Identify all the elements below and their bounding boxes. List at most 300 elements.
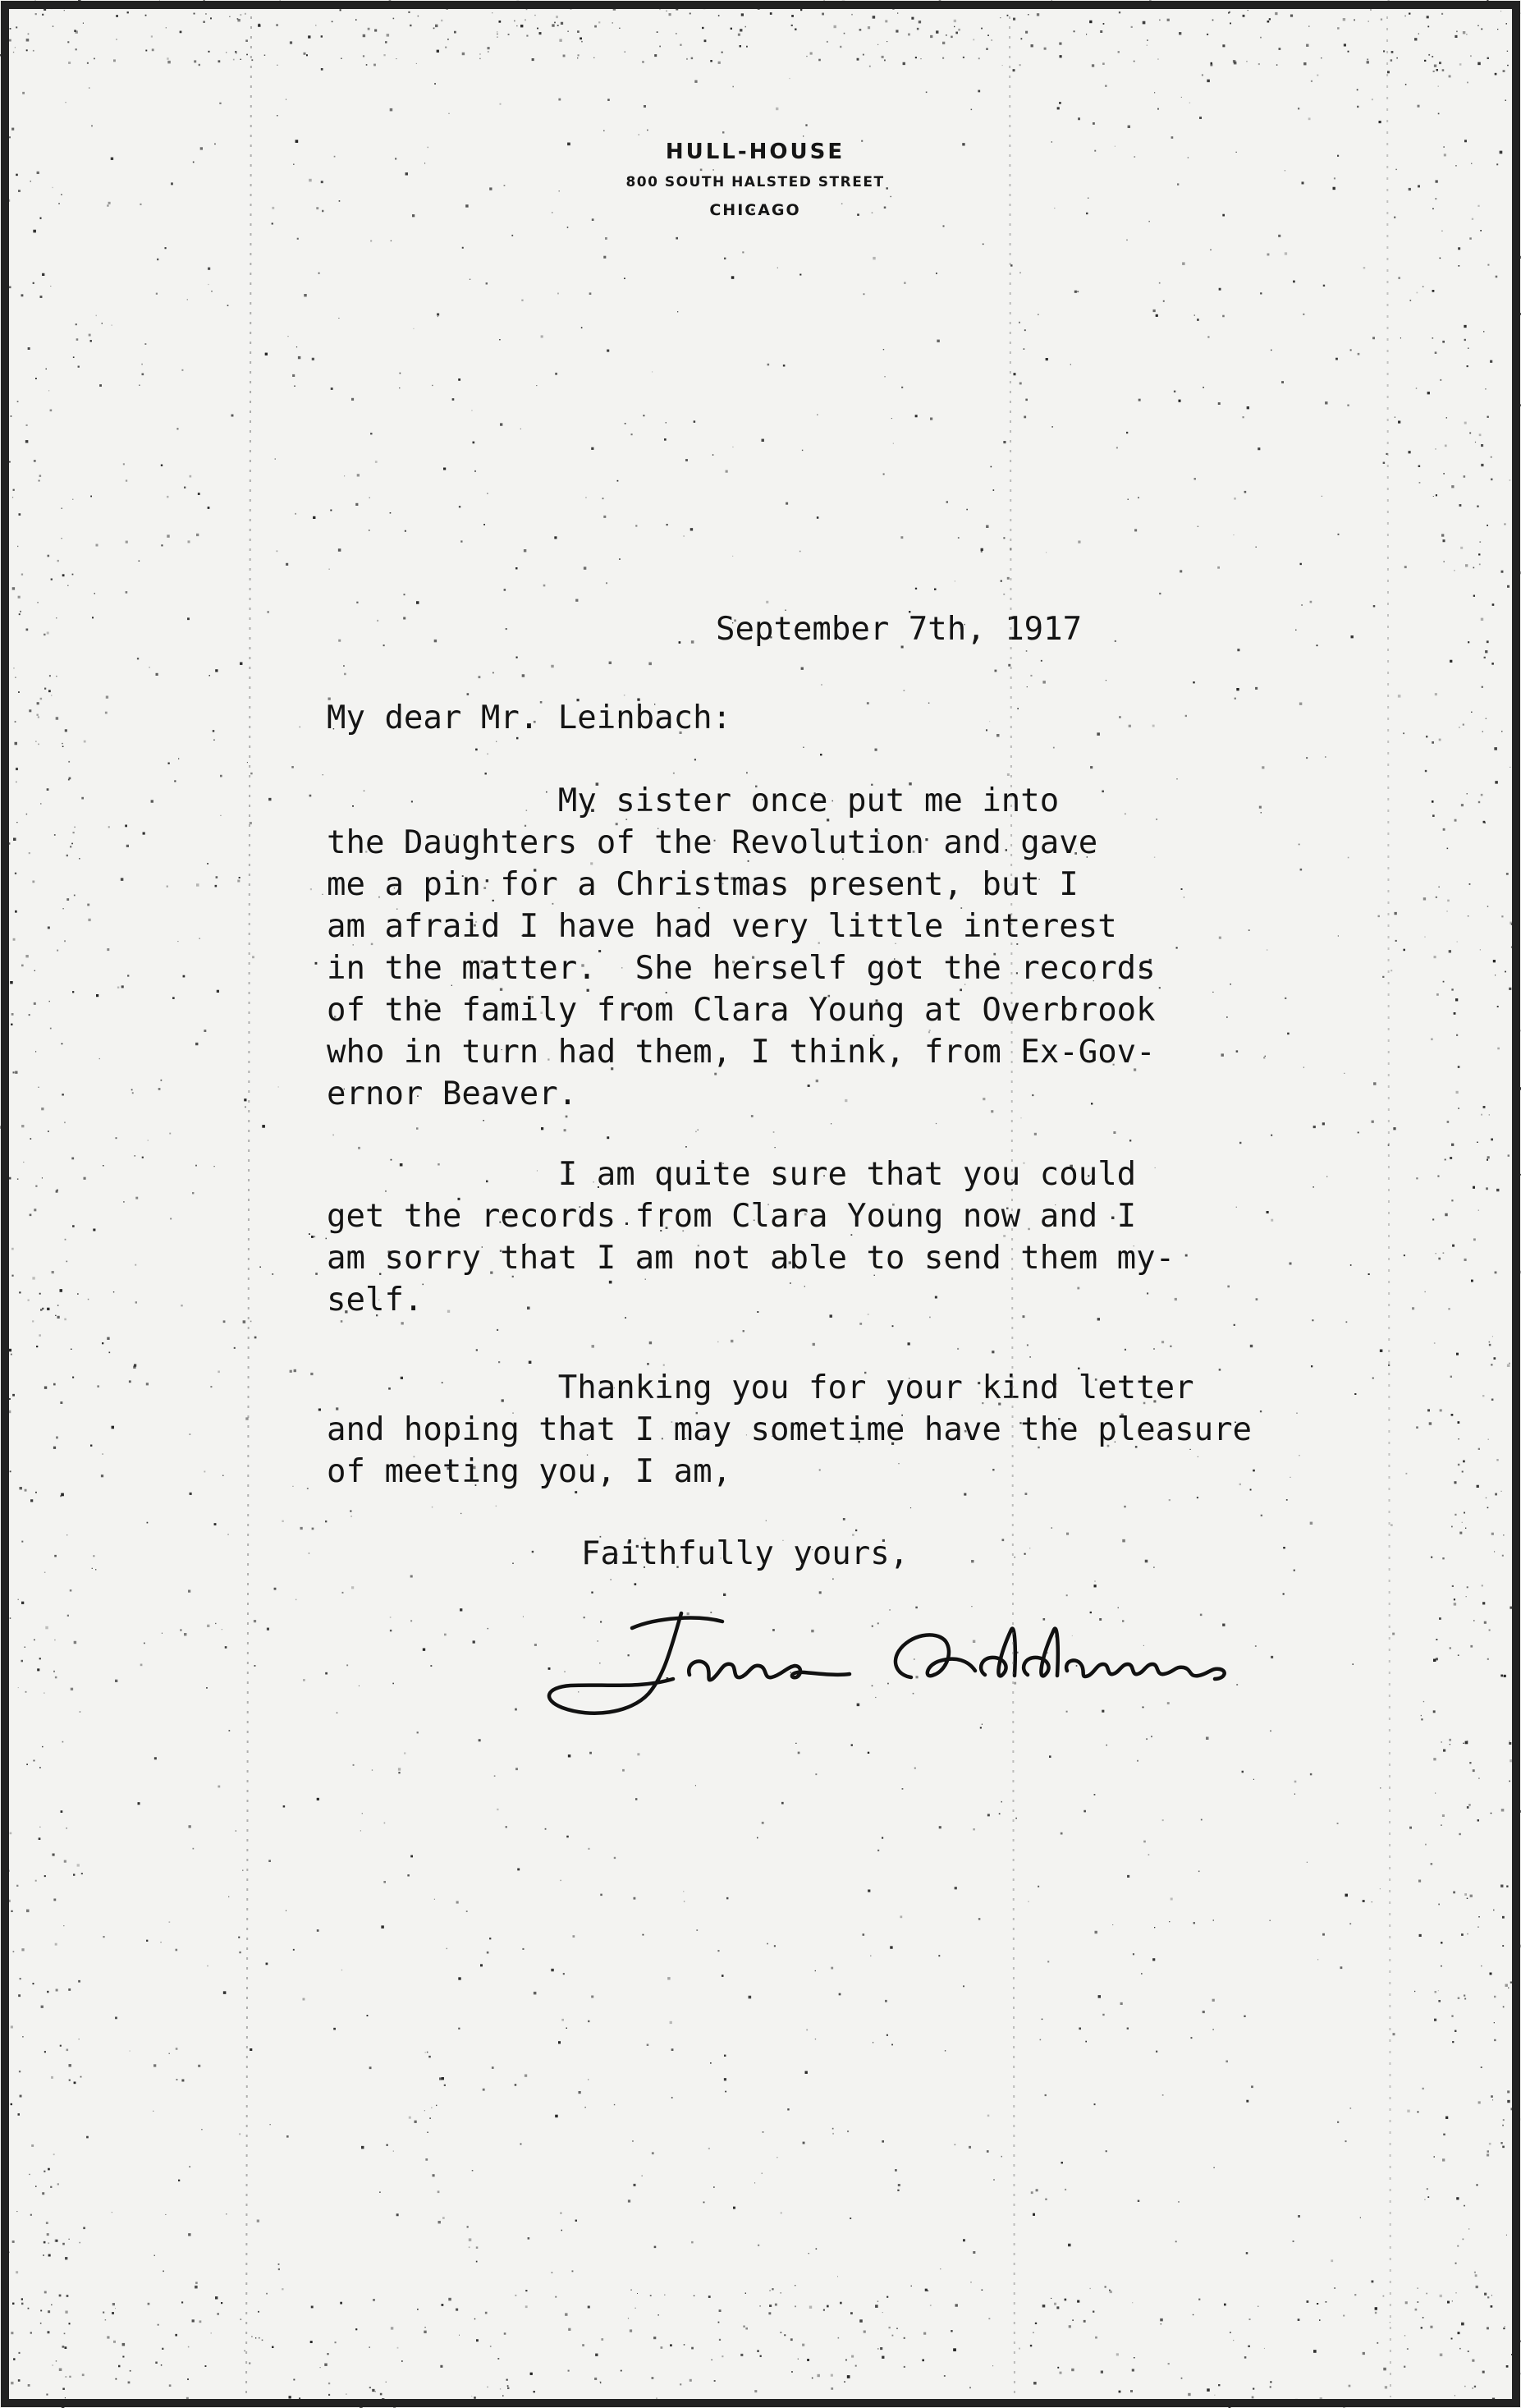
speckle-dot — [1222, 44, 1225, 47]
speckle-dot — [1105, 85, 1106, 87]
speckle-dot — [963, 2239, 965, 2241]
speckle-dot — [884, 376, 885, 377]
speckle-dot — [1129, 725, 1131, 727]
speckle-dot — [1375, 2312, 1377, 2314]
speckle-dot — [1298, 108, 1299, 109]
speckle-dot — [508, 34, 510, 35]
speckle-dot — [875, 749, 877, 751]
speckle-dot — [329, 569, 330, 570]
speckle-dot — [591, 1592, 593, 1594]
speckle-dot — [1025, 399, 1028, 401]
speckle-dot — [357, 474, 360, 476]
speckle-dot — [1031, 44, 1033, 47]
speckle-dot — [1258, 447, 1260, 450]
speckle-dot — [1424, 60, 1426, 62]
speckle-dot — [44, 634, 45, 635]
speckle-dot — [1212, 992, 1213, 993]
speckle-dot — [19, 2352, 21, 2354]
speckle-dot — [229, 16, 230, 17]
speckle-dot — [531, 2, 533, 4]
speckle-dot — [64, 1121, 66, 1123]
speckle-dot — [1507, 51, 1508, 52]
speckle-dot — [7, 2335, 9, 2337]
speckle-dot — [1464, 1259, 1467, 1261]
speckle-dot — [1443, 473, 1445, 475]
speckle-dot — [215, 2296, 218, 2299]
speckle-dot — [724, 258, 726, 259]
speckle-dot — [1169, 1499, 1171, 1501]
speckle-dot — [7, 200, 10, 202]
speckle-dot — [96, 544, 98, 547]
speckle-dot — [1230, 23, 1231, 25]
speckle-dot — [2, 626, 3, 627]
speckle-dot — [1464, 422, 1467, 424]
speckle-dot — [1030, 675, 1032, 677]
speckle-dot — [123, 1201, 124, 1202]
speckle-dot — [1468, 641, 1469, 643]
speckle-dot — [703, 2202, 705, 2204]
speckle-dot — [1109, 2290, 1111, 2291]
speckle-dot — [1260, 292, 1262, 294]
speckle-dot — [270, 2124, 271, 2125]
speckle-dot — [740, 29, 742, 31]
speckle-dot — [146, 1383, 149, 1385]
speckle-dot — [61, 1810, 63, 1813]
speckle-dot — [1453, 1892, 1455, 1894]
speckle-dot — [222, 1475, 224, 1477]
speckle-dot — [683, 1891, 684, 1892]
speckle-dot — [469, 2238, 472, 2241]
speckle-dot — [919, 21, 921, 23]
speckle-dot — [868, 1890, 870, 1892]
speckle-dot — [1320, 2397, 1322, 2400]
speckle-dot — [1409, 451, 1411, 453]
speckle-dot — [685, 459, 688, 461]
speckle-dot — [430, 1665, 432, 1667]
speckle-dot — [613, 7, 616, 10]
speckle-dot — [427, 2132, 428, 2134]
speckle-dot — [25, 1489, 27, 1492]
speckle-dot — [16, 26, 17, 28]
speckle-dot — [207, 1965, 208, 1967]
speckle-dot — [372, 1769, 373, 1770]
speckle-dot — [192, 2319, 195, 2322]
speckle-dot — [754, 2390, 757, 2392]
speckle-dot — [1464, 1995, 1465, 1997]
speckle-dot — [529, 1361, 531, 1364]
speckle-dot — [1448, 1308, 1450, 1309]
speckle-dot — [310, 2341, 313, 2343]
speckle-dot — [1414, 38, 1417, 40]
speckle-dot — [11, 1013, 14, 1016]
speckle-dot — [8, 1410, 11, 1413]
speckle-dot — [1233, 2340, 1234, 2341]
speckle-dot — [996, 734, 1000, 737]
speckle-dot — [1393, 2033, 1395, 2035]
speckle-dot — [1226, 1016, 1228, 1018]
speckle-dot — [1443, 2134, 1445, 2135]
speckle-dot — [193, 1848, 195, 1850]
speckle-dot — [1510, 479, 1511, 481]
speckle-dot — [936, 273, 937, 274]
speckle-dot — [525, 2075, 527, 2077]
speckle-dot — [1436, 897, 1437, 898]
speckle-dot — [987, 34, 989, 36]
speckle-dot — [893, 443, 894, 444]
speckle-dot — [1337, 155, 1339, 157]
speckle-dot — [1458, 2332, 1460, 2334]
speckle-dot — [172, 997, 175, 999]
speckle-dot — [1382, 976, 1384, 978]
speckle-dot — [62, 2346, 65, 2348]
speckle-dot — [1418, 1880, 1421, 1883]
speckle-dot — [377, 620, 378, 621]
speckle-dot — [170, 1218, 172, 1220]
speckle-dot — [517, 1869, 520, 1871]
speckle-dot — [1249, 2319, 1251, 2320]
speckle-dot — [22, 92, 25, 94]
speckle-dot — [818, 59, 821, 62]
speckle-dot — [827, 2305, 829, 2308]
speckle-dot — [390, 1617, 392, 1618]
speckle-dot — [148, 2303, 150, 2305]
speckle-dot — [1433, 496, 1434, 497]
speckle-dot — [1394, 217, 1395, 218]
speckle-dot — [259, 2337, 260, 2339]
speckle-dot — [1492, 2398, 1495, 2401]
speckle-dot — [18, 1994, 21, 1997]
speckle-dot — [1337, 27, 1340, 30]
speckle-dot — [99, 384, 102, 387]
speckle-dot — [859, 1323, 862, 1325]
speckle-dot — [1323, 285, 1325, 287]
speckle-dot — [1251, 2085, 1253, 2088]
speckle-dot — [1441, 1824, 1442, 1826]
speckle-dot — [900, 536, 903, 539]
speckle-dot — [403, 617, 405, 620]
speckle-dot — [1427, 2196, 1429, 2198]
speckle-dot — [412, 214, 415, 217]
speckle-dot — [156, 673, 158, 676]
speckle-dot — [350, 1511, 351, 1512]
speckle-dot — [1246, 61, 1248, 62]
speckle-dot — [659, 46, 661, 48]
speckle-dot — [1434, 2156, 1436, 2158]
speckle-dot — [1207, 336, 1209, 337]
speckle-dot — [418, 16, 419, 17]
speckle-dot — [65, 102, 66, 103]
speckle-dot — [375, 461, 378, 463]
speckle-dot — [803, 2142, 805, 2144]
speckle-dot — [1451, 485, 1454, 488]
speckle-dot — [44, 1387, 47, 1389]
speckle-dot — [16, 2271, 18, 2273]
speckle-dot — [1482, 686, 1483, 688]
speckle-dot — [1167, 19, 1170, 21]
speckle-dot — [802, 2344, 804, 2346]
speckle-dot — [741, 13, 744, 16]
speckle-dot — [556, 4, 558, 7]
speckle-dot — [9, 287, 11, 289]
speckle-dot — [262, 2340, 263, 2341]
speckle-dot — [312, 1528, 314, 1530]
speckle-dot — [339, 200, 341, 202]
speckle-dot — [1038, 1886, 1039, 1887]
speckle-dot — [190, 475, 192, 478]
speckle-dot — [577, 57, 578, 58]
speckle-dot — [211, 2332, 212, 2333]
speckle-dot — [1517, 1251, 1519, 1253]
speckle-dot — [12, 497, 13, 498]
speckle-dot — [1467, 1586, 1468, 1588]
speckle-dot — [1516, 898, 1519, 901]
speckle-dot — [29, 1014, 30, 1016]
speckle-dot — [511, 235, 513, 236]
speckle-dot — [1077, 291, 1079, 292]
speckle-dot — [219, 103, 221, 104]
speckle-dot — [670, 2344, 672, 2346]
speckle-dot — [1501, 1491, 1502, 1492]
speckle-dot — [218, 1786, 220, 1788]
speckle-dot — [11, 2025, 13, 2028]
speckle-dot — [1398, 695, 1401, 698]
speckle-dot — [1470, 55, 1472, 57]
speckle-dot — [1026, 650, 1028, 652]
speckle-dot — [57, 560, 59, 562]
speckle-dot — [1372, 2281, 1374, 2283]
speckle-dot — [91, 125, 93, 126]
speckle-dot — [1392, 1633, 1395, 1635]
speckle-dot — [896, 2328, 898, 2329]
speckle-dot — [1489, 2143, 1491, 2145]
speckle-dot — [607, 99, 610, 101]
speckle-dot — [1388, 1365, 1390, 1366]
speckle-dot — [1065, 2299, 1067, 2301]
speckle-dot — [123, 463, 125, 465]
speckle-dot — [60, 1289, 63, 1292]
speckle-dot — [44, 688, 46, 690]
speckle-dot — [594, 25, 597, 28]
speckle-dot — [174, 780, 176, 782]
speckle-dot — [1441, 231, 1442, 232]
speckle-dot — [760, 2355, 762, 2357]
speckle-dot — [1313, 1186, 1314, 1188]
speckle-dot — [113, 59, 116, 62]
speckle-dot — [676, 8, 678, 11]
speckle-dot — [115, 2308, 116, 2309]
speckle-dot — [267, 611, 269, 613]
speckle-dot — [73, 832, 75, 833]
speckle-dot — [67, 1615, 69, 1617]
speckle-dot — [409, 2117, 411, 2119]
speckle-dot — [807, 2359, 809, 2361]
speckle-dot — [282, 2288, 283, 2290]
speckle-dot — [16, 822, 17, 823]
speckle-dot — [897, 13, 898, 14]
speckle-dot — [593, 57, 594, 58]
speckle-dot — [1093, 2311, 1094, 2313]
speckle-dot — [213, 740, 214, 741]
speckle-dot — [434, 83, 436, 85]
speckle-dot — [691, 2241, 694, 2244]
speckle-dot — [1439, 887, 1440, 888]
speckle-dot — [156, 293, 158, 295]
speckle-dot — [35, 13, 37, 15]
speckle-dot — [435, 25, 438, 27]
speckle-dot — [1193, 681, 1194, 683]
speckle-dot — [46, 2394, 48, 2396]
speckle-dot — [987, 2115, 990, 2117]
speckle-dot — [1015, 1818, 1016, 1819]
speckle-dot — [647, 2044, 649, 2047]
speckle-dot — [51, 7, 53, 9]
speckle-dot — [33, 230, 36, 233]
speckle-dot — [1460, 547, 1463, 549]
speckle-dot — [1267, 2401, 1269, 2403]
speckle-dot — [885, 20, 887, 22]
speckle-dot — [635, 1583, 637, 1585]
speckle-dot — [855, 2365, 857, 2367]
speckle-dot — [1017, 708, 1019, 709]
speckle-dot — [1481, 1965, 1482, 1966]
speckle-dot — [843, 1518, 845, 1520]
speckle-dot — [255, 2337, 256, 2338]
speckle-dot — [1222, 214, 1225, 217]
speckle-dot — [259, 1267, 261, 1268]
speckle-dot — [1510, 1982, 1512, 1984]
speckle-dot — [1470, 1895, 1473, 1897]
speckle-dot — [135, 1264, 136, 1266]
speckle-dot — [396, 2213, 399, 2216]
speckle-dot — [353, 1764, 355, 1766]
speckle-dot — [1461, 804, 1464, 806]
speckle-dot — [891, 2044, 893, 2046]
speckle-dot — [94, 2405, 96, 2407]
speckle-dot — [1405, 2301, 1408, 2304]
speckle-dot — [16, 2211, 17, 2212]
speckle-dot — [525, 2305, 528, 2308]
speckle-dot — [769, 2290, 771, 2291]
speckle-dot — [142, 374, 144, 376]
speckle-dot — [632, 2140, 634, 2142]
speckle-dot — [112, 2312, 114, 2314]
speckle-dot — [105, 2319, 106, 2320]
speckle-dot — [416, 601, 419, 603]
speckle-dot — [713, 2186, 715, 2188]
speckle-dot — [1203, 2011, 1205, 2013]
speckle-dot — [1267, 1211, 1269, 1213]
speckle-dot — [1089, 21, 1092, 23]
speckle-dot — [7, 381, 8, 382]
speckle-dot — [1443, 146, 1445, 148]
speckle-dot — [1283, 1594, 1285, 1595]
speckle-dot — [1485, 388, 1486, 389]
speckle-dot — [844, 33, 845, 34]
speckle-dot — [1462, 1522, 1463, 1523]
speckle-dot — [18, 1599, 19, 1600]
speckle-dot — [441, 20, 442, 21]
speckle-dot — [534, 1992, 537, 1995]
speckle-dot — [867, 702, 869, 704]
speckle-dot — [1074, 30, 1075, 32]
speckle-dot — [547, 4, 550, 7]
speckle-dot — [551, 1969, 553, 1971]
speckle-dot — [813, 1343, 815, 1346]
speckle-dot — [520, 2144, 522, 2145]
speckle-dot — [1233, 534, 1234, 535]
speckle-dot — [1435, 198, 1436, 200]
speckle-dot — [1487, 264, 1489, 266]
speckle-dot — [57, 1305, 59, 1306]
speckle-dot — [9, 136, 11, 138]
speckle-dot — [208, 51, 210, 53]
speckle-dot — [754, 2182, 755, 2183]
speckle-dot — [30, 1138, 32, 1140]
speckle-dot — [659, 9, 660, 10]
speckle-dot — [634, 1897, 636, 1900]
speckle-dot — [37, 172, 39, 174]
speckle-dot — [135, 1301, 137, 1303]
speckle-dot — [5, 10, 7, 12]
speckle-dot — [845, 2360, 847, 2361]
speckle-dot — [1040, 2039, 1042, 2041]
speckle-dot — [60, 2045, 62, 2047]
speckle-dot — [1514, 1279, 1516, 1282]
speckle-dot — [1363, 267, 1366, 269]
speckle-dot — [235, 51, 236, 53]
speckle-dot — [165, 2214, 166, 2215]
speckle-dot — [1310, 1522, 1313, 1525]
speckle-dot — [56, 1437, 58, 1439]
speckle-dot — [1156, 819, 1157, 820]
speckle-dot — [1162, 2094, 1164, 2096]
speckle-dot — [489, 1938, 491, 1939]
speckle-dot — [1468, 1804, 1471, 1806]
speckle-dot — [978, 90, 980, 93]
speckle-dot — [1021, 38, 1023, 39]
speckle-dot — [95, 1569, 96, 1570]
speckle-dot — [1236, 688, 1239, 690]
speckle-dot — [295, 1599, 297, 1601]
speckle-dot — [30, 1499, 33, 1502]
speckle-dot — [1487, 2327, 1489, 2329]
speckle-dot — [901, 387, 903, 388]
speckle-dot — [458, 378, 460, 381]
speckle-dot — [2, 320, 5, 323]
speckle-dot — [1509, 1781, 1510, 1782]
speckle-dot — [647, 130, 648, 131]
speckle-dot — [563, 55, 566, 57]
speckle-dot — [1491, 2305, 1493, 2308]
speckle-dot — [567, 31, 568, 32]
speckle-dot — [1459, 504, 1462, 507]
speckle-dot — [1469, 883, 1471, 885]
speckle-dot — [991, 39, 992, 41]
speckle-dot — [605, 237, 607, 240]
speckle-dot — [1203, 387, 1204, 388]
speckle-dot — [515, 567, 517, 569]
speckle-dot — [38, 1087, 39, 1088]
speckle-dot — [795, 1743, 796, 1744]
speckle-dot — [1042, 681, 1046, 684]
speckle-dot — [459, 2335, 460, 2336]
speckle-dot — [25, 1691, 27, 1693]
speckle-dot — [802, 450, 803, 451]
speckle-dot — [1468, 2351, 1469, 2352]
speckle-dot — [10, 1470, 11, 1472]
speckle-dot — [1514, 1195, 1515, 1196]
speckle-dot — [97, 1385, 99, 1387]
